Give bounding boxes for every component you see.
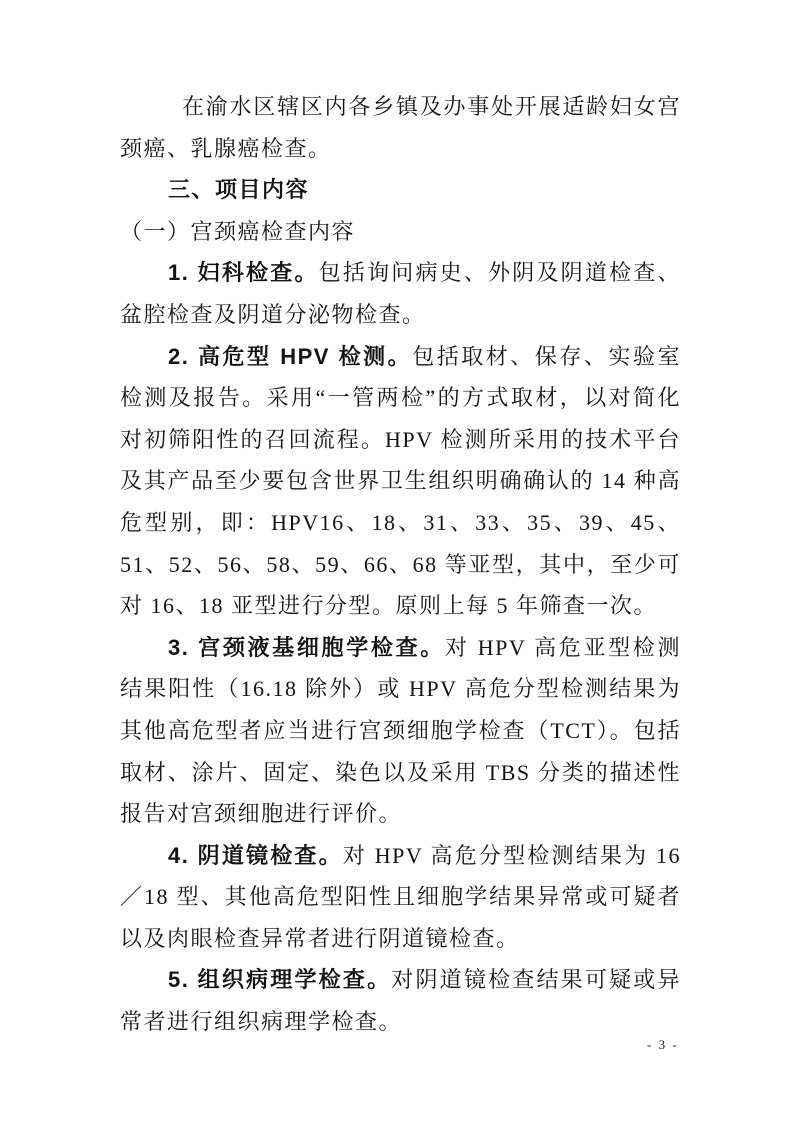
item-paragraph-2 [120, 336, 681, 627]
intro-paragraph [120, 86, 681, 169]
item-paragraph-3 [120, 627, 681, 835]
document-body [120, 86, 681, 1043]
item-4-lead: 4. 阴道镜检查。 [168, 842, 343, 868]
section-heading-text: 三、项目内容 [168, 177, 310, 203]
item-paragraph-1 [120, 252, 681, 335]
subsection-heading [120, 211, 681, 253]
item-5-text: 对阴道镜检查结果可疑或异常者进行组织病理学检查。 [120, 967, 681, 1035]
section-heading [120, 169, 681, 211]
item-paragraph-4 [120, 835, 681, 960]
item-4-text: 对 HPV 高危分型检测结果为 16／18 型、其他高危型阳性且细胞学结果异常或可疑者以及肉眼检查异常者进行阴道镜检查。 [120, 842, 681, 951]
item-3-text: 对 HPV 高危亚型检测结果阳性（16.18 除外）或 HPV 高危分型检测结果为其他高危型者应当进行宫颈细胞学检查（TCT）。包括取材、涂片、固定、染色以及采用 TBS 分类的描述性报告对宫颈细胞进行评价。 [120, 634, 681, 827]
item-5-lead: 5. 组织病理学检查。 [168, 967, 392, 993]
item-1-lead: 1. 妇科检查。 [168, 260, 319, 286]
item-1-text: 包括询问病史、外阴及阴道检查、盆腔检查及阴道分泌物检查。 [120, 260, 681, 327]
page-number: - 3 - [647, 1037, 679, 1052]
intro-text: 在渝水区辖区内各乡镇及办事处开展适龄妇女宫颈癌、乳腺癌检查。 [120, 94, 681, 161]
item-paragraph-5 [120, 959, 681, 1042]
item-2-lead: 2. 高危型 HPV 检测。 [168, 343, 413, 369]
subsection-heading-text: （一）宫颈癌检查内容 [120, 218, 356, 244]
item-2-text: 包括取材、保存、实验室检测及报告。采用“一管两检”的方式取材，以对简化对初筛阳性的召回流程。HPV 检测所采用的技术平台及其产品至少要包含世界卫生组织明确确认的 14 种高危型别，即：HPV16、18、31、33、35、39、45、51、52、56、58、59、66、68 等亚型，其中，至少可对 16、18 亚型进行分型。原则上每 5 年筛查一次。 [120, 343, 681, 619]
item-3-lead: 3. 宫颈液基细胞学检查。 [168, 634, 445, 660]
